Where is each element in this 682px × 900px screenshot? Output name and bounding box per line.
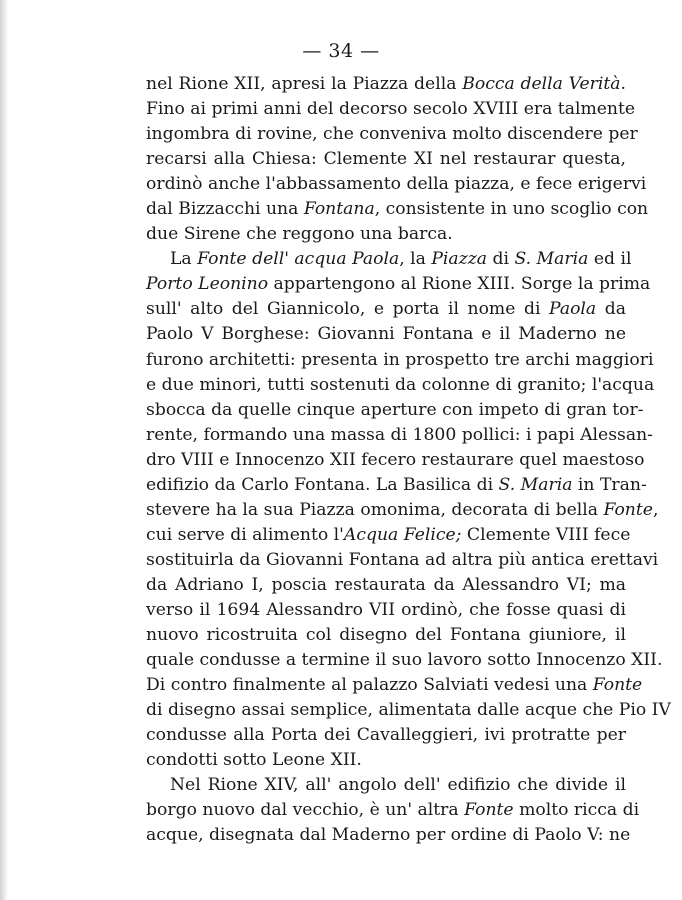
text-segment: in Tran- <box>572 474 647 495</box>
text-line <box>146 723 626 748</box>
text-segment: nel Rione XII, apresi la Piazza della <box>146 74 463 94</box>
text-segment: ed il <box>588 249 632 270</box>
text-segment: Nel Rione XIV, all' angolo dell' edifizio che divide il <box>170 775 626 796</box>
text-line <box>146 473 647 498</box>
text-segment: sbocca da quelle cinque aperture con impeto di gran tor- <box>146 399 644 420</box>
italic-text: S. Maria <box>514 249 589 270</box>
text-line <box>146 598 626 623</box>
italic-text: Fonte <box>592 675 643 696</box>
text-segment: , consistente in uno scoglio con <box>374 199 649 220</box>
text-segment: cui serve di alimento l' <box>146 524 344 545</box>
italic-text: Fontana <box>303 199 375 220</box>
text-line <box>146 322 626 347</box>
italic-text: Fonte <box>464 800 514 821</box>
text-line <box>146 448 645 473</box>
text-line <box>146 573 626 598</box>
text-segment: acque, disegnata dal Maderno per ordine di Paolo V: ne <box>146 825 631 846</box>
italic-text: Bocca della Verità <box>462 74 621 94</box>
text-line <box>146 247 632 272</box>
text-segment: . <box>620 74 626 94</box>
text-line <box>146 373 655 398</box>
text-segment: dal Bizzacchi una <box>146 199 304 220</box>
text-segment: Di contro finalmente al palazzo Salviati vedesi una <box>146 675 593 696</box>
text-segment: di <box>487 249 515 270</box>
text-segment: , la <box>399 249 432 270</box>
text-segment: Fino ai primi anni del decorso secolo XVIII era talmente <box>146 99 636 120</box>
text-line <box>146 172 647 197</box>
italic-text: Fonte dell' acqua Paola <box>197 249 400 270</box>
text-line <box>146 147 626 172</box>
text-segment: verso il 1694 Alessandro VII ordinò, che fosse quasi di <box>146 599 626 620</box>
text-segment: da <box>596 299 626 320</box>
italic-text: Acqua Felice; <box>343 524 462 545</box>
text-line <box>146 648 663 673</box>
text-line <box>146 748 626 773</box>
text-segment: borgo nuovo dal vecchio, è un' altra <box>146 800 465 821</box>
text-segment: rente, formando una massa di 1800 pollici: i papi Alessan- <box>146 424 653 445</box>
text-line <box>146 798 640 823</box>
text-line <box>146 398 644 423</box>
page-number: — 34 — <box>302 40 380 62</box>
text-segment: furono architetti: presenta in prospetto tre archi maggiori <box>146 349 654 370</box>
text-line <box>146 548 659 573</box>
text-segment: La <box>170 249 198 270</box>
italic-text: Porto Leonino <box>146 274 269 295</box>
text-segment: e due minori, tutti sostenuti da colonne di granito; l'acqua <box>146 374 655 395</box>
page-edge-shadow <box>0 0 8 900</box>
text-line <box>146 197 649 222</box>
text-segment: molto ricca di <box>513 800 640 821</box>
italic-text: Fonte <box>603 499 653 520</box>
text-segment: sull' alto del Giannicolo, e porta il nome di <box>146 299 550 320</box>
text-segment: condotti sotto Leone XII. <box>146 750 362 771</box>
text-segment: edifizio da Carlo Fontana. La Basilica di <box>146 474 499 495</box>
text-segment: stevere ha la sua Piazza omonima, decorata di bella <box>146 499 604 520</box>
text-segment: quale condusse a termine il suo lavoro sotto Innocenzo XII. <box>146 650 663 671</box>
text-line <box>146 297 626 322</box>
text-line <box>146 272 651 297</box>
italic-text: S. Maria <box>498 474 573 495</box>
text-line <box>146 673 643 698</box>
text-line <box>146 72 626 97</box>
text-line <box>146 122 638 147</box>
text-line <box>146 823 631 848</box>
text-segment: nuovo ricostruita col disegno del Fontana giuniore, il <box>146 625 626 646</box>
italic-text: Paola <box>549 299 597 320</box>
body-text <box>146 72 671 848</box>
text-segment: Paolo V Borghese: Giovanni Fontana e il Maderno ne <box>146 324 626 345</box>
text-line <box>146 423 653 448</box>
text-line <box>146 222 626 247</box>
text-segment: sostituirla da Giovanni Fontana ad altra più antica erettavi <box>146 549 659 570</box>
text-segment: da Adriano I, poscia restaurata da Alessandro VI; ma <box>146 574 626 595</box>
text-segment: condusse alla Porta dei Cavalleggieri, ivi protratte per <box>146 725 626 746</box>
text-line <box>146 773 626 798</box>
text-line <box>146 523 631 548</box>
text-line <box>146 348 654 373</box>
text-segment: ordinò anche l'abbassamento della piazza, e fece erigervi <box>146 174 647 195</box>
text-segment: ingombra di rovine, che conveniva molto discendere per <box>146 124 638 145</box>
text-segment: Clemente VIII fece <box>461 524 631 545</box>
text-segment: di disegno assai semplice, alimentata dalle acque che Pio IV <box>146 700 671 721</box>
text-line <box>146 698 671 723</box>
text-line <box>146 498 659 523</box>
text-segment: , <box>652 499 659 520</box>
text-segment: appartengono al Rione XIII. Sorge la prima <box>268 274 651 295</box>
text-segment: due Sirene che reggono una barca. <box>146 224 453 245</box>
text-line <box>146 623 626 648</box>
text-segment: dro VIII e Innocenzo XII fecero restaurare quel maestoso <box>146 449 645 470</box>
text-segment: recarsi alla Chiesa: Clemente XI nel restaurar questa, <box>146 149 626 170</box>
text-line <box>146 97 636 122</box>
italic-text: Piazza <box>431 249 488 270</box>
